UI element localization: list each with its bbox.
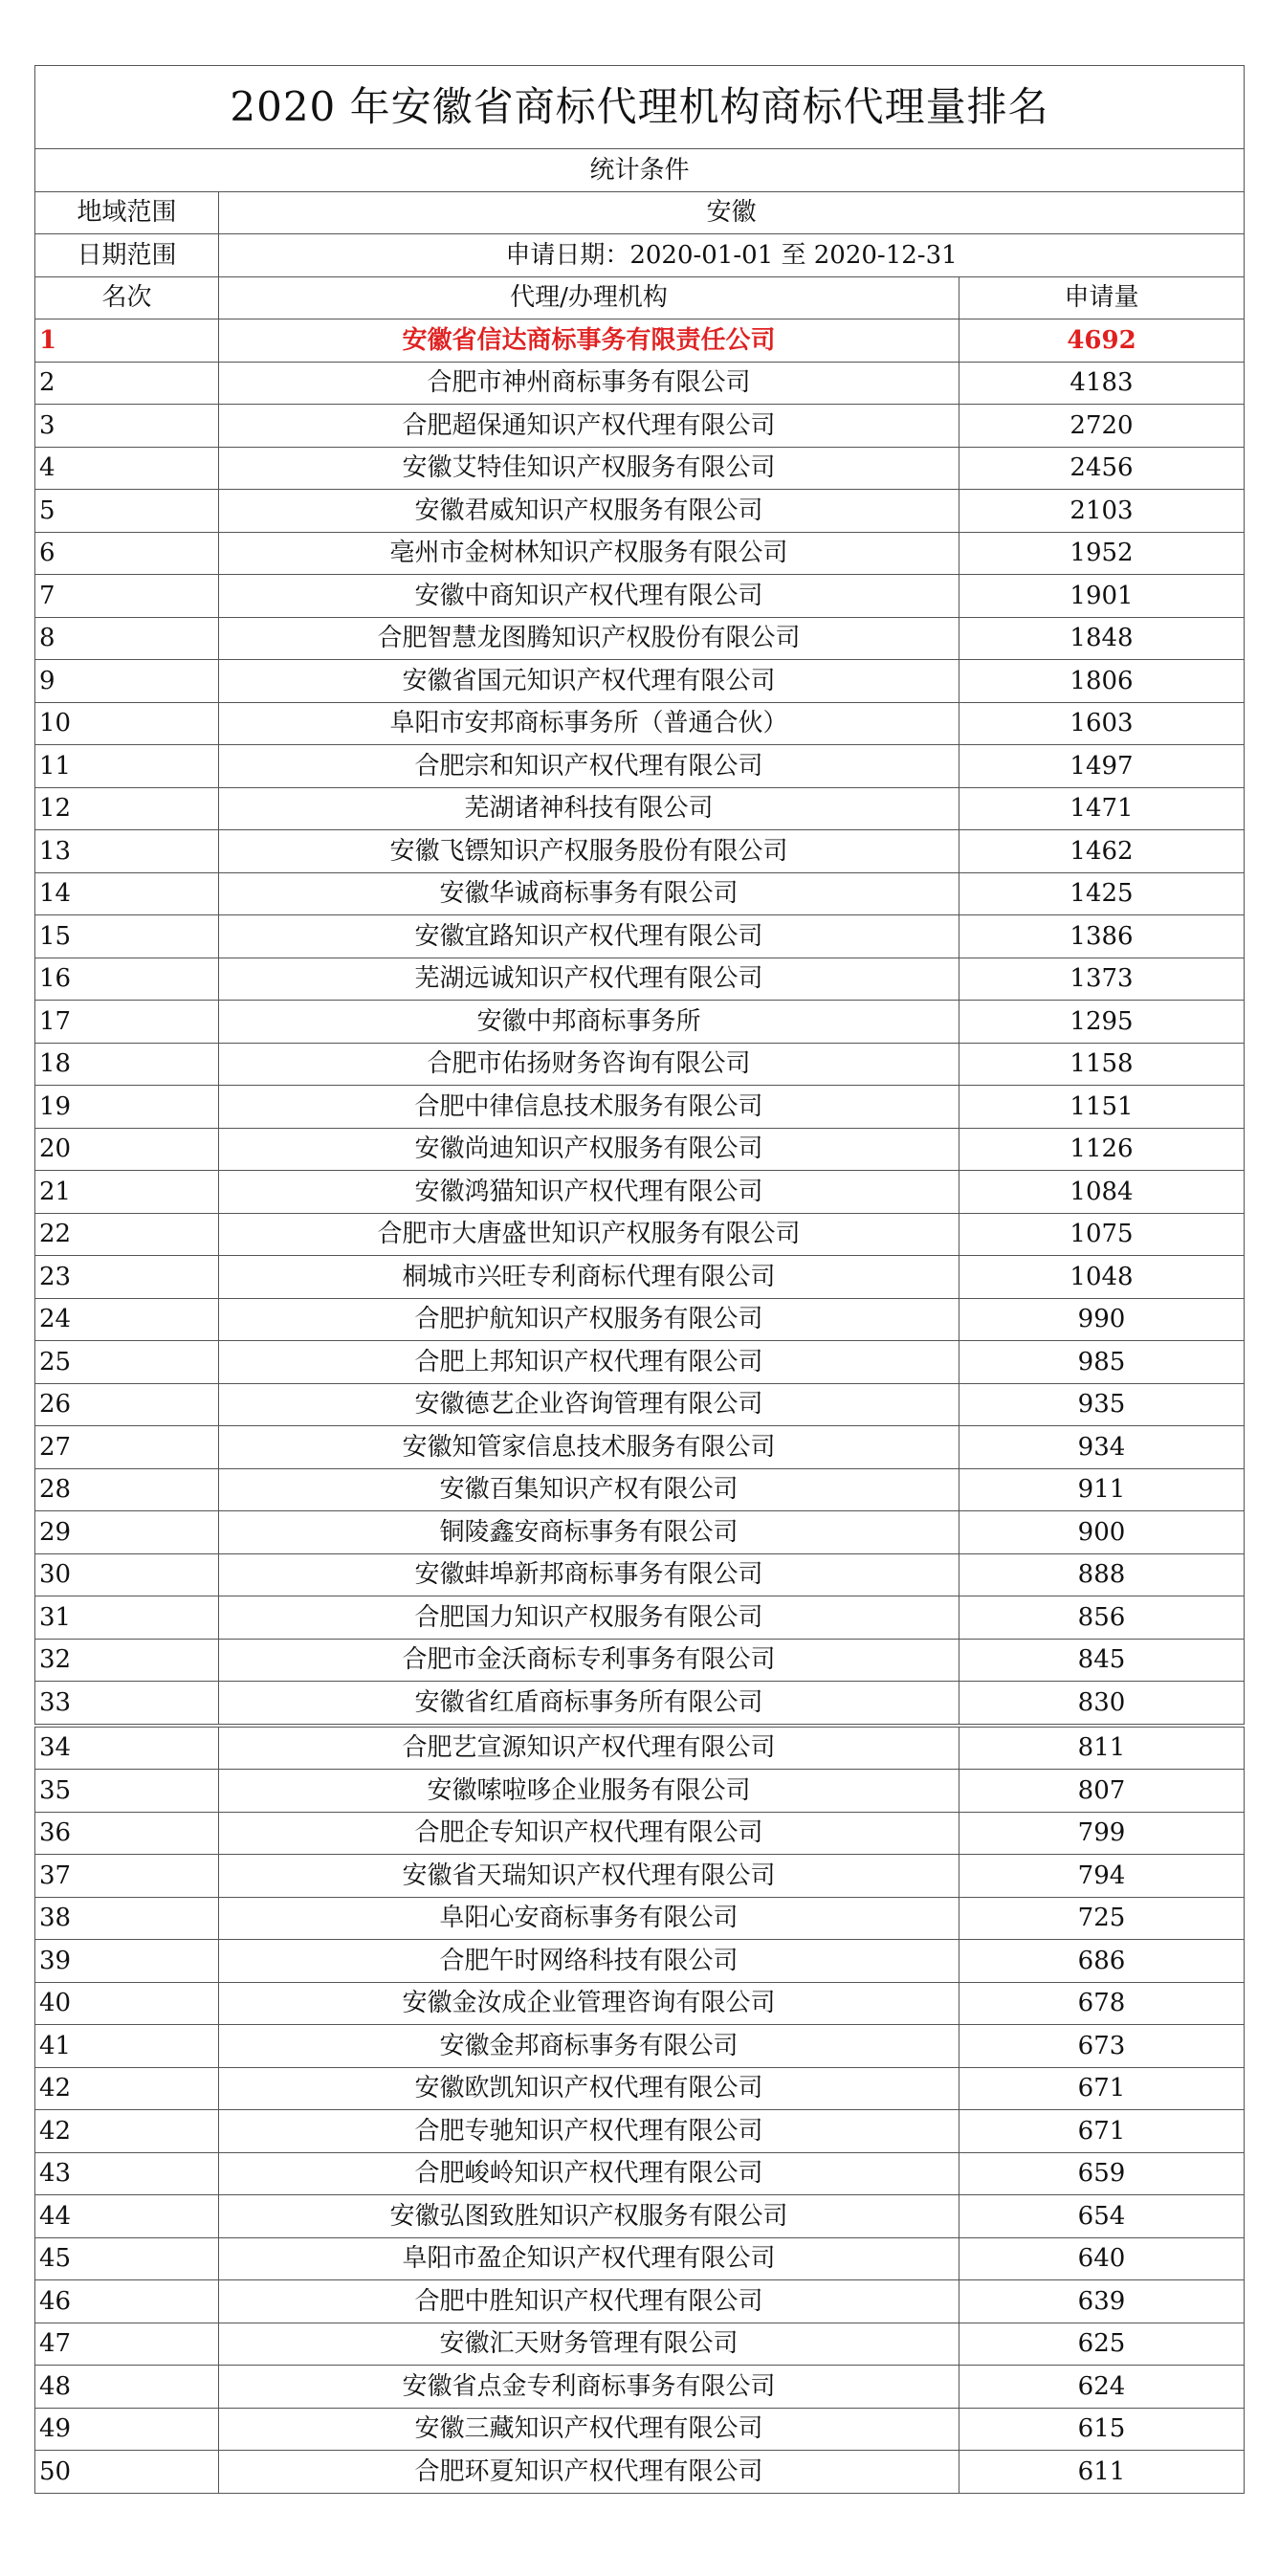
rank-cell: 36 (35, 1812, 219, 1855)
count-cell: 615 (959, 2408, 1245, 2451)
rank-cell: 4 (35, 447, 219, 490)
table-row (35, 787, 1245, 830)
agency-cell: 合肥午时网络科技有限公司 (219, 1940, 959, 1983)
table-row (35, 2408, 1245, 2451)
table-row (35, 1298, 1245, 1341)
table-row (35, 1213, 1245, 1256)
table-row (35, 1982, 1245, 2025)
column-header-rank: 名次 (35, 276, 219, 319)
table-row (35, 2366, 1245, 2409)
rank-cell: 7 (35, 575, 219, 618)
count-cell: 935 (959, 1383, 1245, 1426)
table-row (35, 702, 1245, 745)
agency-cell: 合肥护航知识产权服务有限公司 (219, 1298, 959, 1341)
rank-cell: 14 (35, 872, 219, 915)
rank-cell: 20 (35, 1128, 219, 1171)
agency-cell: 铜陵鑫安商标事务有限公司 (219, 1511, 959, 1554)
count-cell: 1425 (959, 872, 1245, 915)
agency-cell: 阜阳市安邦商标事务所（普通合伙） (219, 702, 959, 745)
count-cell: 725 (959, 1897, 1245, 1940)
rank-cell: 34 (35, 1726, 219, 1770)
table-row (35, 1383, 1245, 1426)
date-value: 申请日期：2020-01-01 至 2020-12-31 (219, 234, 1245, 277)
agency-cell: 安徽金邦商标事务有限公司 (219, 2025, 959, 2068)
agency-cell: 合肥市金沃商标专利事务有限公司 (219, 1639, 959, 1682)
table-row (35, 1341, 1245, 1384)
rank-cell: 16 (35, 958, 219, 1001)
agency-cell: 安徽中邦商标事务所 (219, 1001, 959, 1044)
rank-cell: 50 (35, 2451, 219, 2494)
agency-cell: 安徽欧凯知识产权代理有限公司 (219, 2067, 959, 2110)
count-cell: 1848 (959, 617, 1245, 660)
table-row (35, 1001, 1245, 1044)
table-row (35, 532, 1245, 575)
agency-cell: 亳州市金树林知识产权服务有限公司 (219, 532, 959, 575)
rank-cell: 37 (35, 1855, 219, 1898)
ranking-sheet (34, 65, 1244, 2494)
table-row (35, 1812, 1245, 1855)
count-cell: 807 (959, 1770, 1245, 1813)
rank-cell: 23 (35, 1256, 219, 1299)
table-row (35, 745, 1245, 788)
count-cell: 845 (959, 1639, 1245, 1682)
count-cell: 1151 (959, 1086, 1245, 1129)
agency-cell: 合肥专驰知识产权代理有限公司 (219, 2110, 959, 2153)
rank-cell: 3 (35, 405, 219, 448)
table-row (35, 1043, 1245, 1086)
agency-cell: 安徽三藏知识产权代理有限公司 (219, 2408, 959, 2451)
agency-cell: 安徽华诚商标事务有限公司 (219, 872, 959, 915)
count-cell: 1462 (959, 830, 1245, 873)
rank-cell: 32 (35, 1639, 219, 1682)
table-row (35, 1682, 1245, 1726)
table-row (35, 2237, 1245, 2280)
rank-cell: 33 (35, 1682, 219, 1726)
agency-cell: 安徽省天瑞知识产权代理有限公司 (219, 1855, 959, 1898)
rank-cell: 21 (35, 1171, 219, 1214)
table-row (35, 405, 1245, 448)
rank-cell: 18 (35, 1043, 219, 1086)
table-row (35, 2280, 1245, 2323)
count-cell: 625 (959, 2323, 1245, 2366)
rank-cell: 22 (35, 1213, 219, 1256)
count-cell: 1471 (959, 787, 1245, 830)
count-cell: 1603 (959, 702, 1245, 745)
table-row (35, 617, 1245, 660)
rank-cell: 43 (35, 2152, 219, 2195)
agency-cell: 合肥宗和知识产权代理有限公司 (219, 745, 959, 788)
count-cell: 611 (959, 2451, 1245, 2494)
count-cell: 888 (959, 1553, 1245, 1596)
table-row (35, 1855, 1245, 1898)
count-cell: 794 (959, 1855, 1245, 1898)
count-cell: 1373 (959, 958, 1245, 1001)
rank-cell: 40 (35, 1982, 219, 2025)
table-row (35, 362, 1245, 405)
agency-cell: 阜阳市盈企知识产权代理有限公司 (219, 2237, 959, 2280)
rank-cell: 27 (35, 1426, 219, 1469)
count-cell: 900 (959, 1511, 1245, 1554)
agency-cell: 安徽省点金专利商标事务有限公司 (219, 2366, 959, 2409)
count-cell: 678 (959, 1982, 1245, 2025)
count-cell: 673 (959, 2025, 1245, 2068)
rank-cell: 31 (35, 1596, 219, 1640)
table-row (35, 1511, 1245, 1554)
agency-cell: 合肥市佑扬财务咨询有限公司 (219, 1043, 959, 1086)
rank-cell: 24 (35, 1298, 219, 1341)
agency-cell: 合肥上邦知识产权代理有限公司 (219, 1341, 959, 1384)
count-cell: 2456 (959, 447, 1245, 490)
count-cell: 659 (959, 2152, 1245, 2195)
agency-cell: 芜湖诸神科技有限公司 (219, 787, 959, 830)
count-cell: 990 (959, 1298, 1245, 1341)
table-row (35, 1553, 1245, 1596)
rank-cell: 25 (35, 1341, 219, 1384)
table-row (35, 1940, 1245, 1983)
title-row (35, 66, 1245, 149)
table-row (35, 2195, 1245, 2238)
agency-cell: 安徽嗦啦哆企业服务有限公司 (219, 1770, 959, 1813)
agency-cell: 安徽汇天财务管理有限公司 (219, 2323, 959, 2366)
count-cell: 1048 (959, 1256, 1245, 1299)
table-row (35, 1726, 1245, 1770)
conditions-heading-row (35, 149, 1245, 192)
rank-cell: 12 (35, 787, 219, 830)
agency-cell: 安徽百集知识产权有限公司 (219, 1468, 959, 1511)
count-cell: 686 (959, 1940, 1245, 1983)
rank-cell: 28 (35, 1468, 219, 1511)
table-row (35, 1256, 1245, 1299)
table-row (35, 447, 1245, 490)
count-cell: 1497 (959, 745, 1245, 788)
agency-cell: 合肥中律信息技术服务有限公司 (219, 1086, 959, 1129)
count-cell: 1158 (959, 1043, 1245, 1086)
rank-cell: 5 (35, 490, 219, 533)
count-cell: 985 (959, 1341, 1245, 1384)
count-cell: 671 (959, 2110, 1245, 2153)
agency-cell: 合肥国力知识产权服务有限公司 (219, 1596, 959, 1640)
rank-cell: 49 (35, 2408, 219, 2451)
rank-cell: 42 (35, 2067, 219, 2110)
agency-cell: 合肥智慧龙图腾知识产权股份有限公司 (219, 617, 959, 660)
region-value: 安徽 (219, 191, 1245, 234)
agency-cell: 合肥超保通知识产权代理有限公司 (219, 405, 959, 448)
agency-cell: 安徽宜路知识产权代理有限公司 (219, 915, 959, 958)
agency-cell: 安徽君威知识产权服务有限公司 (219, 490, 959, 533)
table-row (35, 1468, 1245, 1511)
rank-cell: 35 (35, 1770, 219, 1813)
table-row (35, 2067, 1245, 2110)
count-cell: 1386 (959, 915, 1245, 958)
count-cell: 934 (959, 1426, 1245, 1469)
agency-cell: 安徽蚌埠新邦商标事务有限公司 (219, 1553, 959, 1596)
agency-cell: 合肥环夏知识产权代理有限公司 (219, 2451, 959, 2494)
agency-cell: 安徽知管家信息技术服务有限公司 (219, 1426, 959, 1469)
count-cell: 1952 (959, 532, 1245, 575)
agency-cell: 合肥峻岭知识产权代理有限公司 (219, 2152, 959, 2195)
table-row (35, 1171, 1245, 1214)
agency-cell: 合肥企专知识产权代理有限公司 (219, 1812, 959, 1855)
agency-cell: 合肥市大唐盛世知识产权服务有限公司 (219, 1213, 959, 1256)
count-cell: 2720 (959, 405, 1245, 448)
rank-cell: 11 (35, 745, 219, 788)
ranking-table (34, 65, 1245, 2494)
table-row (35, 915, 1245, 958)
agency-cell: 合肥艺宣源知识产权代理有限公司 (219, 1726, 959, 1770)
agency-cell: 安徽金汝成企业管理咨询有限公司 (219, 1982, 959, 2025)
table-row (35, 2152, 1245, 2195)
rank-cell: 41 (35, 2025, 219, 2068)
agency-cell: 安徽省国元知识产权代理有限公司 (219, 660, 959, 703)
count-cell: 639 (959, 2280, 1245, 2323)
column-header-agency: 代理/办理机构 (219, 276, 959, 319)
count-cell: 799 (959, 1812, 1245, 1855)
count-cell: 1806 (959, 660, 1245, 703)
count-cell: 2103 (959, 490, 1245, 533)
rank-cell: 6 (35, 532, 219, 575)
table-row (35, 2451, 1245, 2494)
rank-cell: 39 (35, 1940, 219, 1983)
agency-cell: 安徽德艺企业咨询管理有限公司 (219, 1383, 959, 1426)
count-cell: 640 (959, 2237, 1245, 2280)
table-row (35, 830, 1245, 873)
agency-cell: 合肥市神州商标事务有限公司 (219, 362, 959, 405)
count-cell: 654 (959, 2195, 1245, 2238)
table-row (35, 1897, 1245, 1940)
rank-cell: 26 (35, 1383, 219, 1426)
table-row (35, 319, 1245, 363)
rank-cell: 15 (35, 915, 219, 958)
table-row (35, 872, 1245, 915)
count-cell: 911 (959, 1468, 1245, 1511)
rank-cell: 38 (35, 1897, 219, 1940)
agency-cell: 安徽省红盾商标事务所有限公司 (219, 1682, 959, 1726)
region-row (35, 191, 1245, 234)
count-cell: 4692 (959, 319, 1245, 363)
rank-cell: 30 (35, 1553, 219, 1596)
agency-cell: 安徽省信达商标事务有限责任公司 (219, 319, 959, 363)
rank-cell: 47 (35, 2323, 219, 2366)
date-row (35, 234, 1245, 277)
agency-cell: 安徽尚迪知识产权服务有限公司 (219, 1128, 959, 1171)
count-cell: 671 (959, 2067, 1245, 2110)
table-row (35, 660, 1245, 703)
agency-cell: 安徽弘图致胜知识产权服务有限公司 (219, 2195, 959, 2238)
region-label: 地域范围 (35, 191, 219, 234)
count-cell: 4183 (959, 362, 1245, 405)
rank-cell: 2 (35, 362, 219, 405)
rank-cell: 45 (35, 2237, 219, 2280)
table-row (35, 958, 1245, 1001)
count-cell: 1901 (959, 575, 1245, 618)
count-cell: 1126 (959, 1128, 1245, 1171)
page-title: 2020 年安徽省商标代理机构商标代理量排名 (35, 66, 1245, 149)
rank-cell: 19 (35, 1086, 219, 1129)
agency-cell: 安徽艾特佳知识产权服务有限公司 (219, 447, 959, 490)
date-label: 日期范围 (35, 234, 219, 277)
rank-cell: 29 (35, 1511, 219, 1554)
count-cell: 1075 (959, 1213, 1245, 1256)
count-cell: 856 (959, 1596, 1245, 1640)
table-row (35, 2110, 1245, 2153)
rank-cell: 10 (35, 702, 219, 745)
table-row (35, 2025, 1245, 2068)
rank-cell: 8 (35, 617, 219, 660)
rank-cell: 46 (35, 2280, 219, 2323)
table-row (35, 490, 1245, 533)
rank-cell: 44 (35, 2195, 219, 2238)
agency-cell: 安徽鸿猫知识产权代理有限公司 (219, 1171, 959, 1214)
count-cell: 1295 (959, 1001, 1245, 1044)
rank-cell: 9 (35, 660, 219, 703)
agency-cell: 安徽中商知识产权代理有限公司 (219, 575, 959, 618)
table-row (35, 575, 1245, 618)
table-row (35, 1639, 1245, 1682)
agency-cell: 安徽飞镖知识产权服务股份有限公司 (219, 830, 959, 873)
rank-cell: 1 (35, 319, 219, 363)
table-row (35, 1596, 1245, 1640)
agency-cell: 阜阳心安商标事务有限公司 (219, 1897, 959, 1940)
count-cell: 624 (959, 2366, 1245, 2409)
agency-cell: 桐城市兴旺专利商标代理有限公司 (219, 1256, 959, 1299)
count-cell: 1084 (959, 1171, 1245, 1214)
table-row (35, 2323, 1245, 2366)
conditions-heading: 统计条件 (35, 149, 1245, 192)
table-row (35, 1086, 1245, 1129)
agency-cell: 合肥中胜知识产权代理有限公司 (219, 2280, 959, 2323)
agency-cell: 芜湖远诚知识产权代理有限公司 (219, 958, 959, 1001)
table-row (35, 1770, 1245, 1813)
count-cell: 811 (959, 1726, 1245, 1770)
column-header-row (35, 276, 1245, 319)
count-cell: 830 (959, 1682, 1245, 1726)
rank-cell: 42 (35, 2110, 219, 2153)
table-row (35, 1128, 1245, 1171)
rank-cell: 48 (35, 2366, 219, 2409)
column-header-count: 申请量 (959, 276, 1245, 319)
rank-cell: 17 (35, 1001, 219, 1044)
table-row (35, 1426, 1245, 1469)
rank-cell: 13 (35, 830, 219, 873)
